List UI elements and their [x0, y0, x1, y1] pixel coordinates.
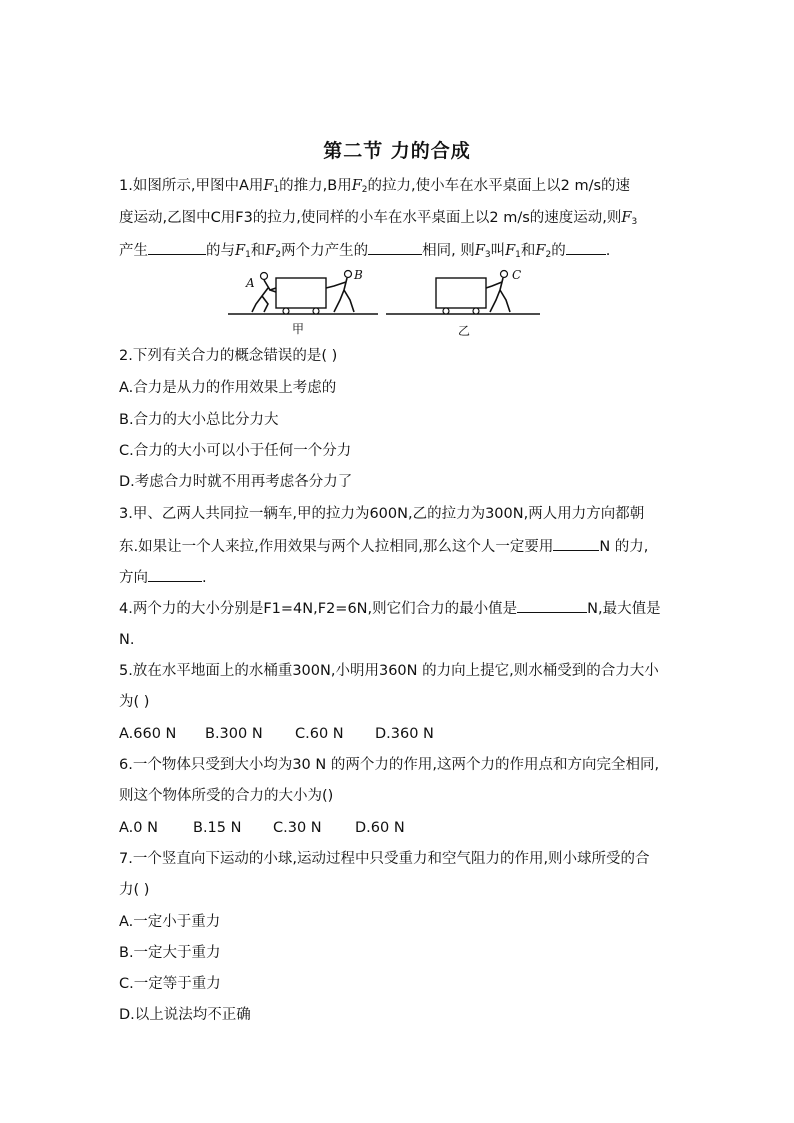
q3-line2: 东.如果让一个人来拉,作用效果与两个人拉相同,那么这个人一定要用 N 的力,: [119, 536, 648, 557]
answer-blank[interactable]: [566, 240, 606, 255]
q7-line1: 7.一个竖直向下运动的小球,运动过程中只受重力和空气阻力的作用,则小球所受的合: [119, 851, 650, 867]
q2-option-c[interactable]: C.合力的大小可以小于任何一个分力: [119, 443, 352, 459]
q7-option-d[interactable]: D.以上说法均不正确: [119, 1007, 251, 1023]
q4-line2: N.: [119, 632, 135, 648]
q5-option-d[interactable]: D.360 N: [375, 726, 434, 742]
q6-option-a[interactable]: A.0 N: [119, 820, 158, 836]
label-b: B: [354, 268, 363, 282]
q1-line2: 度运动,乙图中C用F3的拉力,使同样的小车在水平桌面上以2 m/s的速度运动,则$F_3$: [119, 210, 638, 227]
q5-option-a[interactable]: A.660 N: [119, 726, 177, 742]
q6-option-b[interactable]: B.15 N: [193, 820, 242, 836]
label-c: C: [512, 268, 522, 282]
q3-line1: 3.甲、乙两人共同拉一辆车,甲的拉力为600N,乙的拉力为300N,两人用力方向都朝: [119, 506, 645, 522]
label-a: A: [246, 276, 255, 290]
q4-line1: 4.两个力的大小分别是F1=4N,F2=6N,则它们合力的最小值是 N,最大值是: [119, 598, 661, 619]
q5-line1: 5.放在水平地面上的水桶重300N,小明用360N 的力向上提它,则水桶受到的合力大小: [119, 663, 659, 679]
cart-illustration: [228, 266, 540, 338]
q5-option-b[interactable]: B.300 N: [205, 726, 263, 742]
answer-blank[interactable]: [553, 536, 599, 551]
q7-option-b[interactable]: B.一定大于重力: [119, 945, 221, 961]
q5-option-c[interactable]: C.60 N: [295, 726, 344, 742]
q6-line2: 则这个物体所受的合力的大小为(): [119, 788, 334, 804]
q1-line3: 产生 的与$F_1$和$F_2$两个力产生的 相同, 则$F_3$叫$F_1$和$F_2$的 .: [119, 240, 610, 265]
q2-option-b[interactable]: B.合力的大小总比分力大: [119, 412, 279, 428]
answer-blank[interactable]: [148, 567, 202, 582]
q2-stem: 2.下列有关合力的概念错误的是( ): [119, 348, 338, 364]
caption-left: 甲: [292, 322, 305, 336]
q7-line2: 力( ): [119, 882, 150, 898]
q1-line1: 1.如图所示,甲图中A用$F_1$的推力,B用$F_2$的拉力,使小车在水平桌面上以2 m/s的速: [119, 178, 631, 195]
answer-blank[interactable]: [517, 598, 587, 613]
cart-figure: [228, 266, 540, 338]
q6-options: [119, 818, 405, 838]
q6-option-c[interactable]: C.30 N: [273, 820, 322, 836]
page-title: 第二节 力的合成: [323, 140, 471, 162]
q7-option-c[interactable]: C.一定等于重力: [119, 976, 221, 992]
q2-option-a[interactable]: A.合力是从力的作用效果上考虑的: [119, 380, 337, 396]
q6-option-d[interactable]: D.60 N: [355, 820, 405, 836]
q2-option-d[interactable]: D.考虑合力时就不用再考虑各分力了: [119, 474, 353, 490]
answer-blank[interactable]: [368, 240, 422, 255]
q6-line1: 6.一个物体只受到大小均为30 N 的两个力的作用,这两个力的作用点和方向完全相同,: [119, 757, 660, 773]
q5-line2: 为( ): [119, 694, 150, 710]
answer-blank[interactable]: [148, 240, 206, 255]
q7-option-a[interactable]: A.一定小于重力: [119, 914, 221, 930]
q3-line3: 方向 .: [119, 567, 207, 588]
q5-options: [119, 724, 434, 744]
caption-right: 乙: [458, 324, 471, 338]
